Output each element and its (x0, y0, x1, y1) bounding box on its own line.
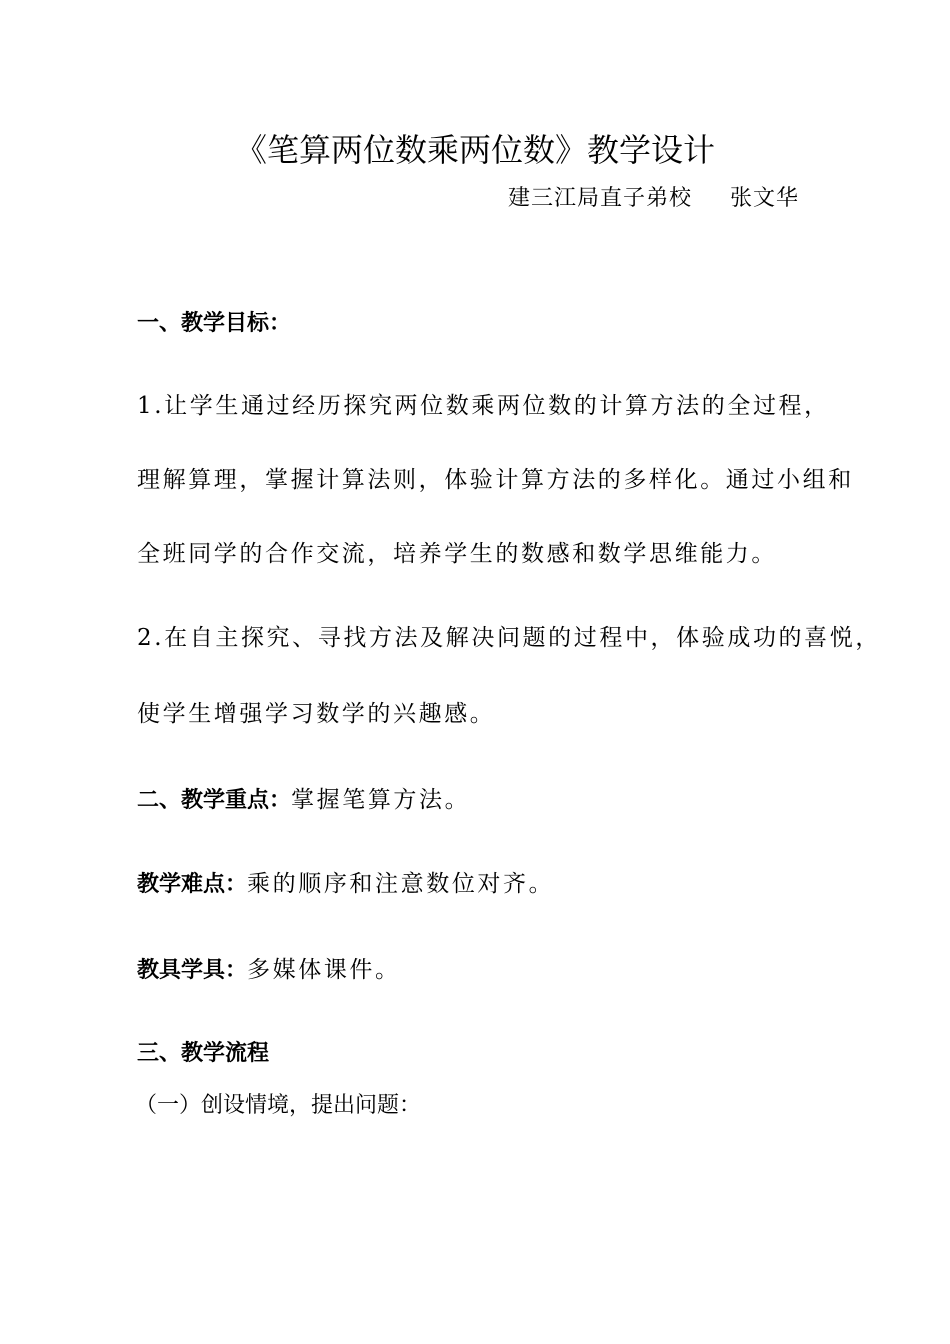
difficulty-label: 教学难点： (137, 872, 248, 897)
document-title: 《笔算两位数乘两位数》教学设计 (234, 131, 715, 169)
difficulty-line (137, 868, 554, 901)
author-school: 建三江局直子弟校 (508, 186, 693, 211)
tools-label: 教具学具： (137, 958, 248, 983)
process-subheading-1: （一）创设情境，提出问题： (135, 1093, 422, 1118)
objective-1-line-1: 1.让学生通过经历探究两位数乘两位数的计算方法的全过程， (137, 393, 830, 419)
key-point-label: 二、教学重点： (137, 788, 292, 813)
tools-text: 多媒体课件。 (247, 957, 401, 983)
objective-2-line-2: 使学生增强学习数学的兴趣感。 (137, 701, 496, 727)
objective-2-line-1: 2.在自主探究、寻找方法及解决问题的过程中，体验成功的喜悦， (137, 625, 881, 651)
author-line (508, 184, 799, 214)
objective-1-line-2: 理解算理，掌握计算法则，体验计算方法的多样化。通过小组和 (137, 467, 854, 493)
objective-1-line-3: 全班同学的合作交流，培养学生的数感和数学思维能力。 (137, 541, 777, 567)
key-point-line (137, 784, 470, 817)
difficulty-text: 乘的顺序和注意数位对齐。 (247, 871, 555, 897)
process-heading: 三、教学流程 (137, 1041, 270, 1066)
objectives-heading: 一、教学目标： (137, 311, 292, 336)
author-name: 张文华 (730, 186, 800, 211)
key-point-text: 掌握笔算方法。 (291, 787, 471, 813)
tools-line (137, 954, 401, 987)
